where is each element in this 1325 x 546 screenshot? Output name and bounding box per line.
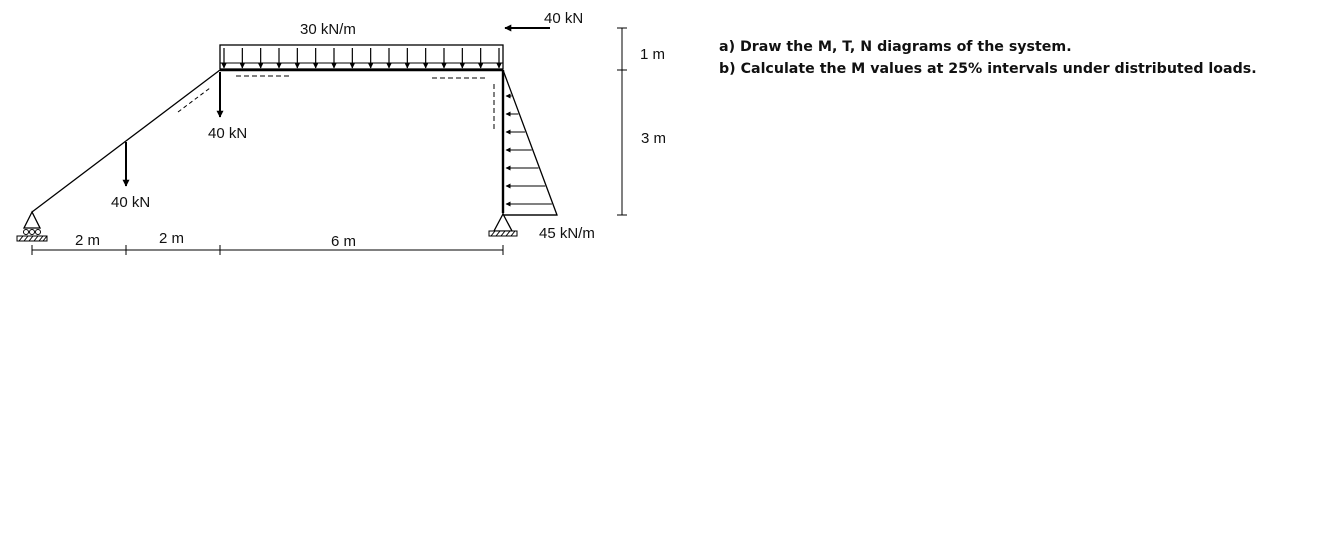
dim-label-h2: 2 m xyxy=(159,230,185,247)
triangular-load-arrows xyxy=(506,96,552,204)
label-distributed-top: 30 kN/m xyxy=(300,21,356,38)
horizontal-dimension xyxy=(32,245,503,255)
pin-support-icon xyxy=(489,214,517,236)
label-point-node: 40 kN xyxy=(208,125,248,142)
triangular-load xyxy=(503,70,557,215)
distributed-load xyxy=(220,45,503,69)
dim-label-h3: 6 m xyxy=(331,233,357,250)
dim-label-h1: 2 m xyxy=(75,232,101,249)
vertical-dimension xyxy=(617,28,627,215)
dim-label-v2: 3 m xyxy=(641,130,667,147)
label-point-top-right: 40 kN xyxy=(544,10,584,27)
label-triangular-right: 45 kN/m xyxy=(539,225,595,242)
udl-arrows xyxy=(224,48,499,68)
task-a: a) Draw the M, T, N diagrams of the system. xyxy=(719,39,1072,55)
label-point-incline: 40 kN xyxy=(111,194,151,211)
task-b: b) Calculate the M values at 25% intervals under distributed loads. xyxy=(719,61,1257,77)
frame xyxy=(32,70,503,213)
dash-mark xyxy=(178,88,210,112)
task-text xyxy=(719,36,1279,80)
dim-label-v1: 1 m xyxy=(640,46,666,63)
roller-support-icon xyxy=(17,212,47,241)
inclined-member xyxy=(32,70,220,212)
